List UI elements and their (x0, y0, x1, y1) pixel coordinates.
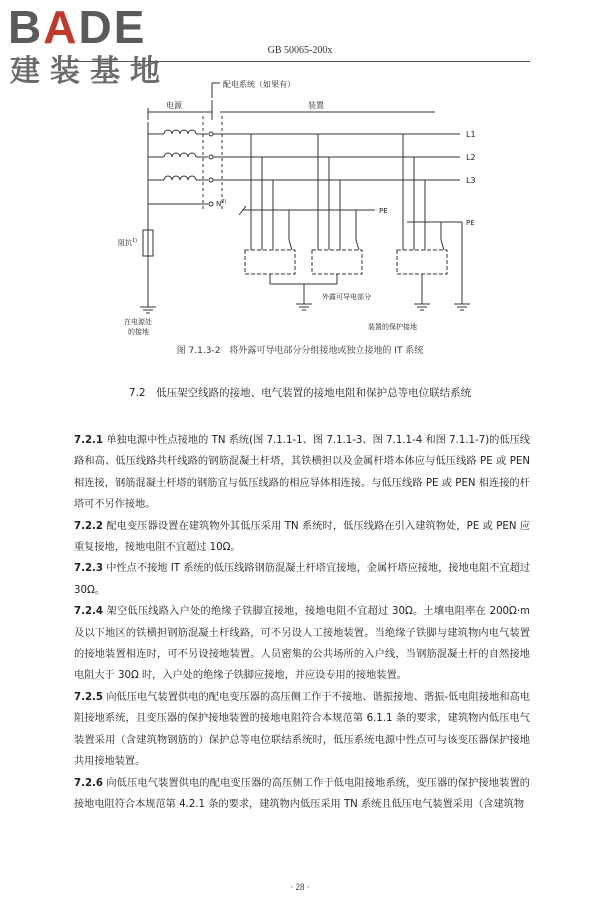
label-n: $N^{2)}$ (216, 199, 227, 208)
label-exposed-parts: 外露可导电部分 (322, 293, 371, 301)
winding-l3 (164, 176, 196, 180)
logo-wordmark: BADE (8, 1, 147, 53)
logo-accent-letter: A (43, 1, 79, 53)
load-3 (397, 134, 447, 274)
clause-7-2-2: 7.2.2 配电变压器设置在建筑物外其低压采用 TN 系统时，低压线路在引入建筑物处，PE 或 PEN 应重复接地，接地电阻不宜超过 10Ω。 (74, 520, 530, 554)
label-protective-earthing: 装置的保护接地 (368, 323, 417, 331)
page-number: · 28 · (290, 882, 310, 892)
load-1 (245, 134, 295, 274)
label-impedance: 阻抗$^{1)}$ (118, 238, 138, 247)
section-title: 7.2 低压架空线路的接地、电气装置的接地电阻和保护总等电位联结系统 (128, 387, 472, 399)
clause-7-2-3: 7.2.3 中性点不接地 IT 系统的低压线路钢筋混凝土杆塔宜接地，金属杆塔应接地，接地电阻不宜超过 30Ω。 (74, 563, 530, 596)
label-l2: L2 (466, 153, 476, 162)
standard-number: GB 50065-200x (267, 45, 333, 56)
label-earth-at-source-1: 在电源处 (124, 318, 152, 326)
label-earth-at-source-2: 的接地 (128, 328, 149, 336)
body-text (74, 430, 530, 815)
label-pe-2: PE (466, 219, 475, 227)
label-power-source: 电源 (166, 101, 182, 110)
label-l1: L1 (466, 130, 476, 139)
winding-l2 (164, 153, 196, 157)
clause-7-2-6: 7.2.6 向低压电气装置供电的配电变压器的高压侧工作于低电阻接地系统，变压器的保护接地装置的接地电阻符合本规范第 4.2.1 条的要求，建筑物内低压采用 TN 系统且低压电气装置采用（含建筑物 (74, 777, 530, 810)
clause-7-2-4: 7.2.4 架空低压线路入户处的绝缘子铁脚宜接地，接地电阻不宜超过 30Ω。土壤电阻率在 200Ω·m 及以下地区的铁横担钢筋混凝土杆线路，可不另设人工接地装置。当绝缘子铁脚与建筑物内电气装置的接地装置相连时，可不另设接地装置。人员密集的公共场所的入户线，当钢筋混凝土杆的自然接地电阻大于 30Ω 时，入户处的绝缘子铁脚应接地，并应设专用的接地装置。 (74, 606, 530, 682)
figure-caption: 图 7.1.3-2 将外露可导电部分分组接地或独立接地的 IT 系统 (176, 346, 424, 356)
label-installation: 装置 (308, 101, 324, 110)
winding-l1 (164, 130, 196, 134)
label-pe-1: PE (379, 207, 388, 215)
load-2 (312, 134, 362, 274)
clause-7-2-1: 7.2.1 单独电源中性点接地的 TN 系统(图 7.1.1-1、图 7.1.1-3、图 7.1.1-4 和图 7.1.1-7)的低压线路和高、低压线路共杆线路的钢筋混凝土杆塔，其铁横担以及金属杆塔本体应与低压线路 PE 或 PEN 相连接，钢筋混凝土杆塔的钢筋宜与低压线路的相应导体相连接。与低压线路 PE 或 PEN 相连接的杆塔可不另作接地。 (74, 435, 530, 511)
label-l3: L3 (466, 176, 476, 185)
header-rule (70, 61, 530, 62)
it-system-diagram (100, 72, 500, 337)
clause-7-2-5: 7.2.5 向低压电气装置供电的配电变压器的高压侧工作于不接地、谐振接地、谐振-低电阻接地和高电阻接地系统，且变压器的保护接地装置的接地电阻符合本规范第 6.1.1 条的要求，建筑物内低压电气装置采用（含建筑物钢筋的）保护总等电位联结系统时，低压系统电源中性点可与该变压器保护接地共用接地装置。 (74, 691, 530, 768)
label-distribution-system: 配电系统（如果有） (223, 80, 295, 89)
logo-subtitle: 建装基地 (10, 54, 170, 89)
